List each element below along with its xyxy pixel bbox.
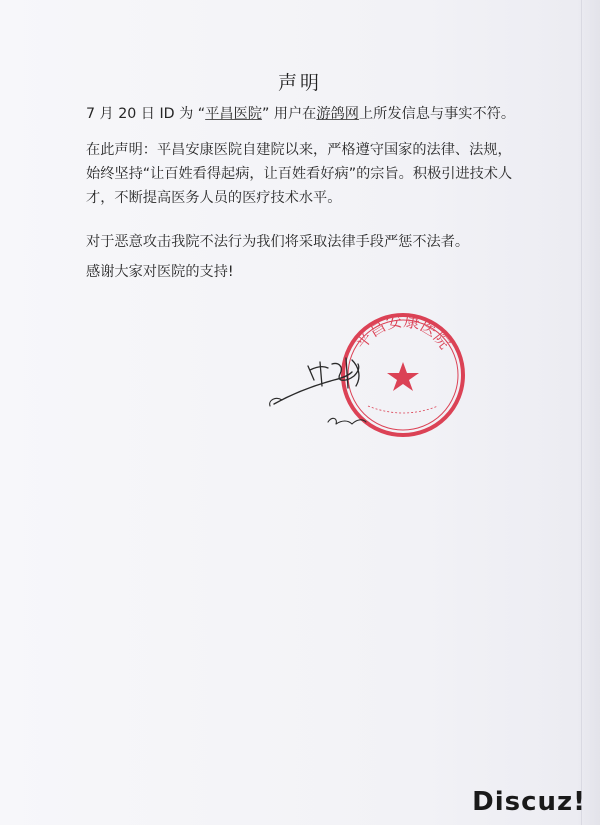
document-title: 声明	[277, 72, 322, 94]
paragraph-warning: 对于恶意攻击我院不法行为我们将采取法律手段严惩不法者。	[86, 234, 470, 250]
handwritten-signature-icon	[262, 336, 412, 436]
paragraph-statement-intro	[86, 102, 516, 126]
forum-watermark: Discuz!	[472, 787, 586, 817]
paragraph-thanks: 感谢大家对医院的支持!	[86, 264, 234, 280]
scan-edge	[581, 0, 582, 825]
intro-mid: ” 用户在	[261, 106, 317, 122]
intro-prefix: 7 月 20 日 ID 为 “	[86, 106, 206, 122]
paragraph-declaration: 在此声明：平昌安康医院自建院以来，严格遵守国家的法律、法规，始终坚持“让百姓看得起病，让百姓看好病”的宗旨。积极引进技术人才，不断提高医务人员的医疗技术水平。	[86, 142, 513, 206]
seal-text-path: 平昌安康医院	[351, 311, 455, 353]
hospital-name: 平昌医院	[205, 106, 262, 122]
intro-suffix: 上所发信息与事实不符。	[358, 106, 516, 122]
site-name: 游鸽网	[316, 106, 359, 122]
